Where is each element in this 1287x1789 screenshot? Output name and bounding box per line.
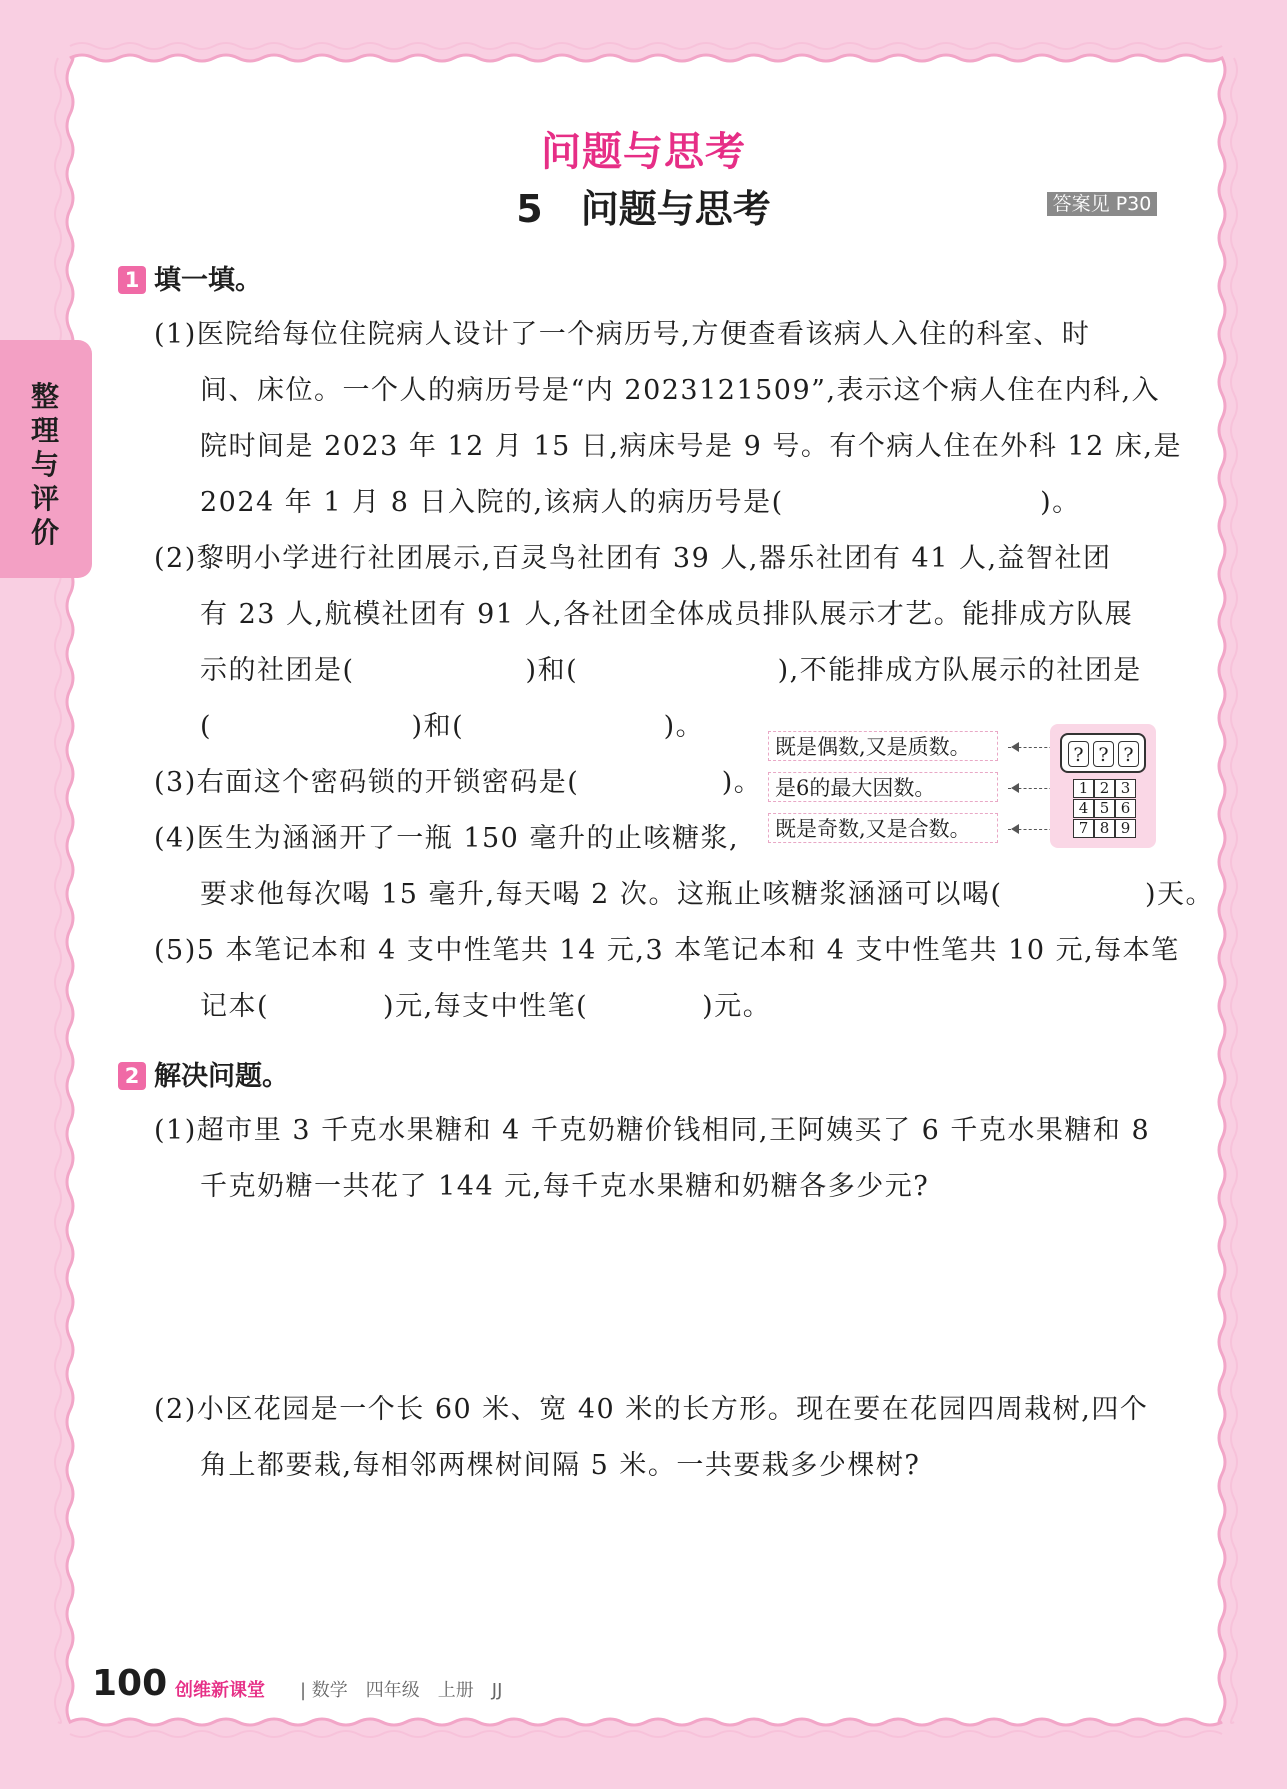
question-line: 间、床位。一个人的病历号是“内 2023121509”,表示这个病人住在内科,入 xyxy=(200,375,1161,406)
book-meta: | 数学 四年级 上册 JJ xyxy=(300,1680,503,1701)
unknown-digit: ? xyxy=(1093,741,1114,767)
question-line: (1)医院给每位住院病人设计了一个病历号,方便查看该病人入住的科室、时 xyxy=(154,319,1091,350)
page-title: 5 问题与思考 xyxy=(516,187,771,231)
question-line: 角上都要栽,每相邻两棵树间隔 5 米。一共要栽多少棵树? xyxy=(200,1450,921,1481)
lock-key: 9 xyxy=(1115,819,1136,838)
lock-clue-3: 既是奇数,又是合数。 xyxy=(768,813,998,843)
lock-clue-1: 既是偶数,又是质数。 xyxy=(768,731,998,761)
unknown-digit: ? xyxy=(1068,741,1089,767)
lock-key: 1 xyxy=(1073,779,1094,798)
arrow-head-icon xyxy=(1011,742,1019,752)
arrow-head-icon xyxy=(1011,824,1019,834)
question-line: 要求他每次喝 15 毫升,每天喝 2 次。这瓶止咳糖浆涵涵可以喝( )天。 xyxy=(200,879,1215,910)
section-1-heading xyxy=(118,258,262,297)
question-line: (1)超市里 3 千克水果糖和 4 千克奶糖价钱相同,王阿姨买了 6 千克水果糖和 8 xyxy=(154,1115,1151,1146)
side-tab-label: 整理与评价 xyxy=(30,380,59,549)
question-line: (2)黎明小学进行社团展示,百灵鸟社团有 39 人,器乐社团有 41 人,益智社团 xyxy=(154,543,1112,574)
lock-key: 3 xyxy=(1115,779,1136,798)
question-line: 千克奶糖一共花了 144 元,每千克水果糖和奶糖各多少元? xyxy=(200,1171,930,1202)
question-line: 院时间是 2023 年 12 月 15 日,病床号是 9 号。有个病人住在外科 12 床,是 xyxy=(200,431,1182,462)
section-title: 填一填。 xyxy=(154,265,262,296)
question-line: 2024 年 1 月 8 日入院的,该病人的病历号是( )。 xyxy=(200,487,1081,518)
question-line: ( )和( )。 xyxy=(200,711,705,742)
lock-display xyxy=(1060,733,1146,773)
question-line: 示的社团是( )和( ),不能排成方队展示的社团是 xyxy=(200,655,1142,686)
section-title: 解决问题。 xyxy=(154,1061,289,1092)
section-2-heading xyxy=(118,1054,289,1093)
page-number: 100 xyxy=(92,1663,168,1704)
lock-clue-2: 是6的最大因数。 xyxy=(768,772,998,802)
lock-key: 6 xyxy=(1115,799,1136,818)
section-number-badge: 1 xyxy=(118,266,146,294)
question-line: (5)5 本笔记本和 4 支中性笔共 14 元,3 本笔记本和 4 支中性笔共 10 元,每本笔 xyxy=(154,935,1180,966)
question-line: 有 23 人,航模社团有 91 人,各社团全体成员排队展示才艺。能排成方队展 xyxy=(200,599,1134,630)
lock-key: 4 xyxy=(1073,799,1094,818)
lock-key: 7 xyxy=(1073,819,1094,838)
unknown-digit: ? xyxy=(1118,741,1139,767)
lock-key: 8 xyxy=(1094,819,1115,838)
question-line: (3)右面这个密码锁的开锁密码是( )。 xyxy=(154,767,763,798)
lock-key: 5 xyxy=(1094,799,1115,818)
question-line: (4)医生为涵涵开了一瓶 150 毫升的止咳糖浆, xyxy=(154,823,740,854)
arrow-head-icon xyxy=(1011,783,1019,793)
question-line: (2)小区花园是一个长 60 米、宽 40 米的长方形。现在要在花园四周栽树,四个 xyxy=(154,1394,1149,1425)
section-number-badge: 2 xyxy=(118,1062,146,1090)
question-line: 记本( )元,每支中性笔( )元。 xyxy=(200,991,772,1022)
page-subtitle: 问题与思考 xyxy=(541,129,746,175)
answer-reference-badge: 答案见 P30 xyxy=(1047,192,1157,216)
combination-lock-figure xyxy=(1050,724,1156,848)
book-brand: 创维新课堂 xyxy=(175,1680,265,1701)
lock-key: 2 xyxy=(1094,779,1115,798)
